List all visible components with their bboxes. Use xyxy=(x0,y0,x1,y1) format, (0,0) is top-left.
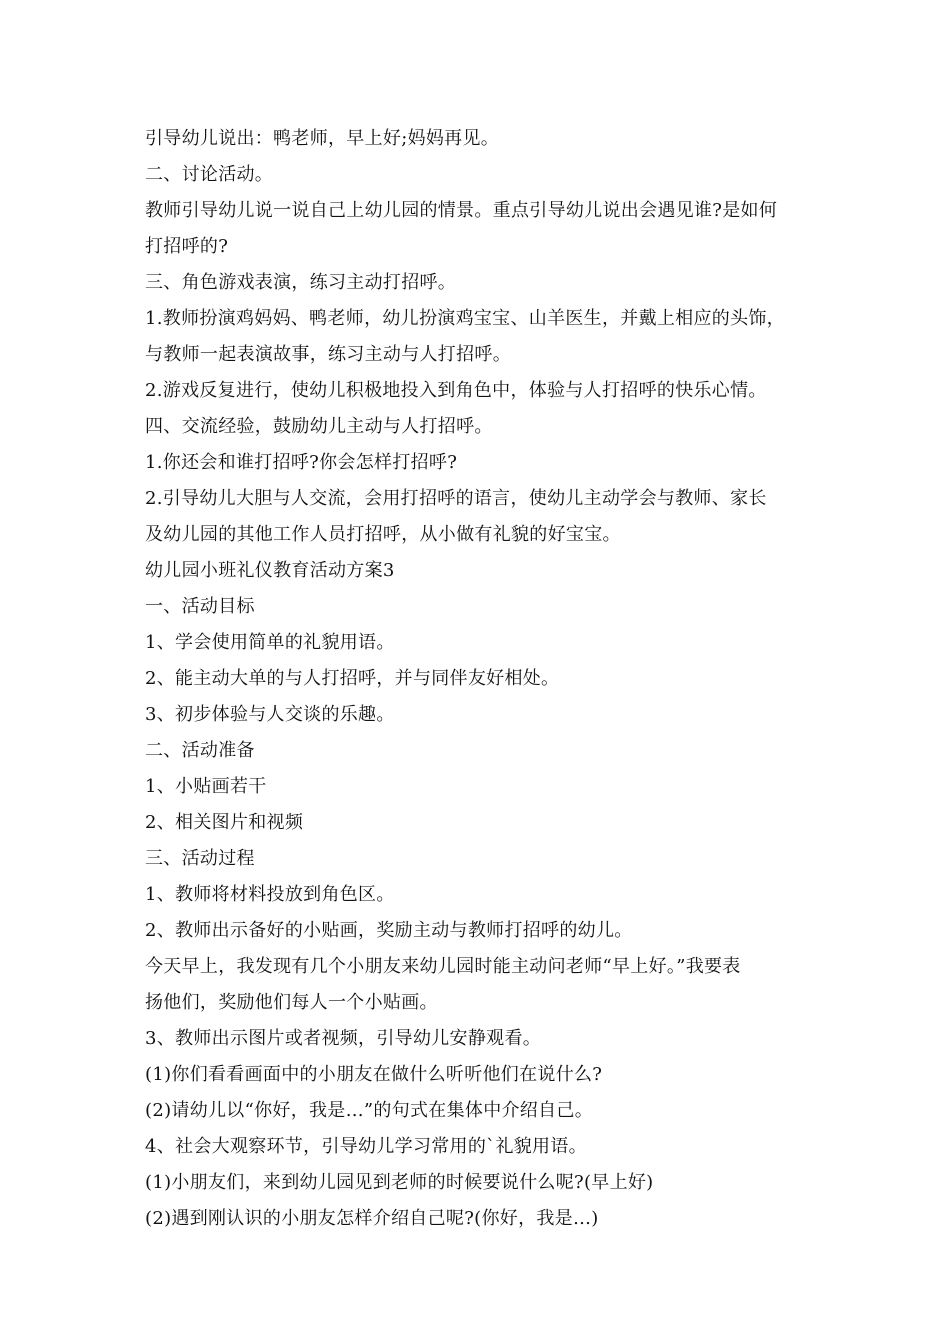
text-line: 今天早上，我发现有几个小朋友来幼儿园时能主动问老师“早上好。”我要表 xyxy=(145,956,741,977)
document-title: 幼儿园小班礼仪教育活动方案3 xyxy=(145,560,395,581)
list-item: 1、教师将材料投放到角色区。 xyxy=(145,884,395,905)
section-heading: 二、活动准备 xyxy=(145,740,255,761)
text-line: 2.引导幼儿大胆与人交流，会用打招呼的语言，使幼儿主动学会与教师、家长 xyxy=(145,488,767,509)
text-line: 1.你还会和谁打招呼?你会怎样打招呼? xyxy=(145,452,458,473)
text-line: 引导幼儿说出：鸭老师，早上好;妈妈再见。 xyxy=(145,128,500,149)
section-heading: 一、活动目标 xyxy=(145,596,255,617)
list-item: 2、相关图片和视频 xyxy=(145,812,304,833)
list-item: 2、能主动大单的与人打招呼，并与同伴友好相处。 xyxy=(145,668,560,689)
text-line: 扬他们，奖励他们每人一个小贴画。 xyxy=(145,992,438,1013)
list-item: 1、小贴画若干 xyxy=(145,776,267,797)
text-line: 2.游戏反复进行，使幼儿积极地投入到角色中，体验与人打招呼的快乐心情。 xyxy=(145,380,767,401)
list-item: (1)小朋友们，来到幼儿园见到老师的时候要说什么呢?(早上好) xyxy=(145,1172,654,1193)
section-heading: 四、交流经验，鼓励幼儿主动与人打招呼。 xyxy=(145,416,493,437)
text-line: 与教师一起表演故事，练习主动与人打招呼。 xyxy=(145,344,511,365)
text-line: 1.教师扮演鸡妈妈、鸭老师，幼儿扮演鸡宝宝、山羊医生，并戴上相应的头饰， xyxy=(145,308,785,329)
list-item: 2、教师出示备好的小贴画，奖励主动与教师打招呼的幼儿。 xyxy=(145,920,633,941)
text-line: 打招呼的? xyxy=(145,236,229,257)
list-item: (1)你们看看画面中的小朋友在做什么听听他们在说什么? xyxy=(145,1064,603,1085)
list-item: 1、学会使用简单的礼貌用语。 xyxy=(145,632,395,653)
list-item: (2)请幼儿以“你好，我是…”的句式在集体中介绍自己。 xyxy=(145,1100,593,1121)
list-item: 4、社会大观察环节，引导幼儿学习常用的`礼貌用语。 xyxy=(145,1136,587,1157)
text-line: 及幼儿园的其他工作人员打招呼，从小做有礼貌的好宝宝。 xyxy=(145,524,621,545)
list-item: 3、初步体验与人交谈的乐趣。 xyxy=(145,704,395,725)
list-item: 3、教师出示图片或者视频，引导幼儿安静观看。 xyxy=(145,1028,542,1049)
text-line: 教师引导幼儿说一说自己上幼儿园的情景。重点引导幼儿说出会遇见谁?是如何 xyxy=(145,200,778,221)
list-item: (2)遇到刚认识的小朋友怎样介绍自己呢?(你好，我是…) xyxy=(145,1208,599,1229)
section-heading: 二、讨论活动。 xyxy=(145,164,274,185)
section-heading: 三、活动过程 xyxy=(145,848,255,869)
document-body xyxy=(145,121,825,1237)
section-heading: 三、角色游戏表演，练习主动打招呼。 xyxy=(145,272,457,293)
